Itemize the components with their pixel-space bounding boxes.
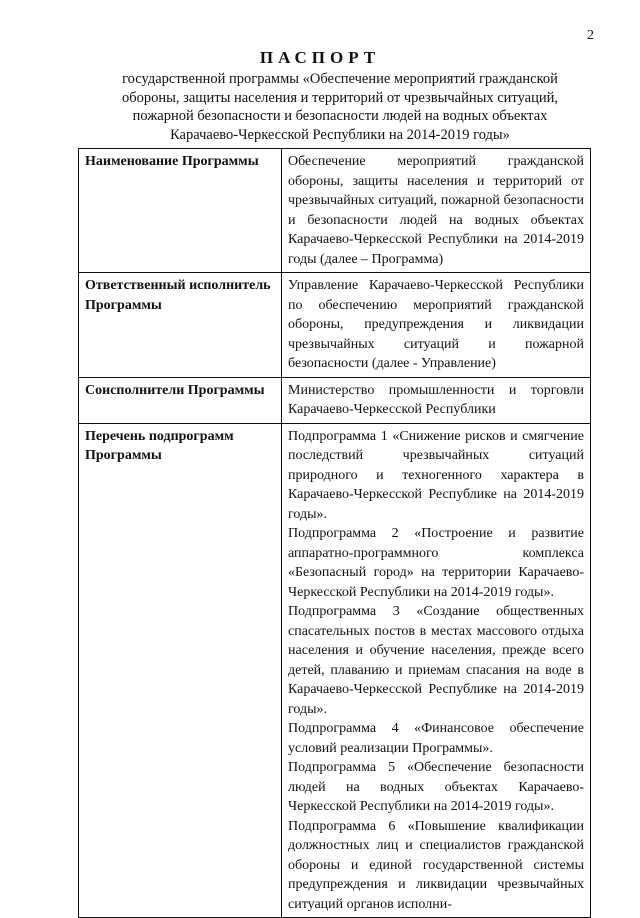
table-row bbox=[79, 149, 591, 273]
table-row bbox=[79, 423, 591, 918]
row-label-name: Наименование Программы bbox=[79, 149, 282, 273]
row-value-subprograms bbox=[282, 423, 591, 918]
row-value-coexecutors: Министерство промышленности и торговли Карачаево-Черкесской Республики bbox=[282, 377, 591, 423]
subprogram-5: Подпрограмма 5 «Обеспечение безопасности людей на водных объектах Карачаево-Черкесской Республики на 2014-2019 годы». bbox=[288, 760, 584, 814]
row-label-responsible: Ответственный исполнитель Программы bbox=[79, 273, 282, 378]
row-label-coexecutors: Соисполнители Программы bbox=[79, 377, 282, 423]
row-value-responsible: Управление Карачаево-Черкесской Республики по обеспечению мероприятий гражданской обороны, предупреждения и ликвидации чрезвычайных ситуаций и пожарной безопасности (далее - Управление) bbox=[282, 273, 591, 378]
table-row bbox=[79, 377, 591, 423]
document-title: ПАСПОРТ bbox=[259, 48, 381, 67]
page-number: 2 bbox=[587, 28, 594, 43]
row-value-name: Обеспечение мероприятий гражданской обороны, защиты населения и территорий от чрезвычайных ситуаций, пожарной безопасности и безопасности людей на водных объектах Карачаево-Черкесской Республики на 2014-2019 годы (далее – Программа) bbox=[282, 149, 591, 273]
subprogram-3: Подпрограмма 3 «Создание общественных спасательных постов в местах массового отдыха населения и обучение населения, прежде всего детей, плаванию и приемам спасания на воде в Карачаево-Черкесской Республике на 2014-2019 годы». bbox=[288, 604, 584, 717]
subprogram-2: Подпрограмма 2 «Построение и развитие аппаратно-программного комплекса «Безопасный город» на территории Карачаево-Черкесской Республики на 2014-2019 годы». bbox=[288, 526, 584, 600]
passport-table bbox=[78, 148, 591, 918]
table-row bbox=[79, 273, 591, 378]
subprogram-6: Подпрограмма 6 «Повышение квалификации должностных лиц и специалистов гражданской обороны и единой государственной системы предупреждения и ликвидации чрезвычайных ситуаций органов исполни- bbox=[288, 818, 584, 912]
subprogram-1: Подпрограмма 1 «Снижение рисков и смягчение последствий чрезвычайных ситуаций природного и техногенного характера в Карачаево-Черкесской Республике на 2014-2019 годы». bbox=[288, 428, 584, 522]
subprogram-4: Подпрограмма 4 «Финансовое обеспечение условий реализации Программы». bbox=[288, 721, 584, 756]
row-label-subprograms: Перечень подпрограмм Программы bbox=[79, 423, 282, 918]
document-subtitle: государственной программы «Обеспечение мероприятий гражданской обороны, защиты населения и территорий от чрезвычайных ситуаций, пожарной безопасности и безопасности людей на водных объектах Карачаево-Черкесской Республики на 2014-2019 годы» bbox=[122, 71, 558, 143]
